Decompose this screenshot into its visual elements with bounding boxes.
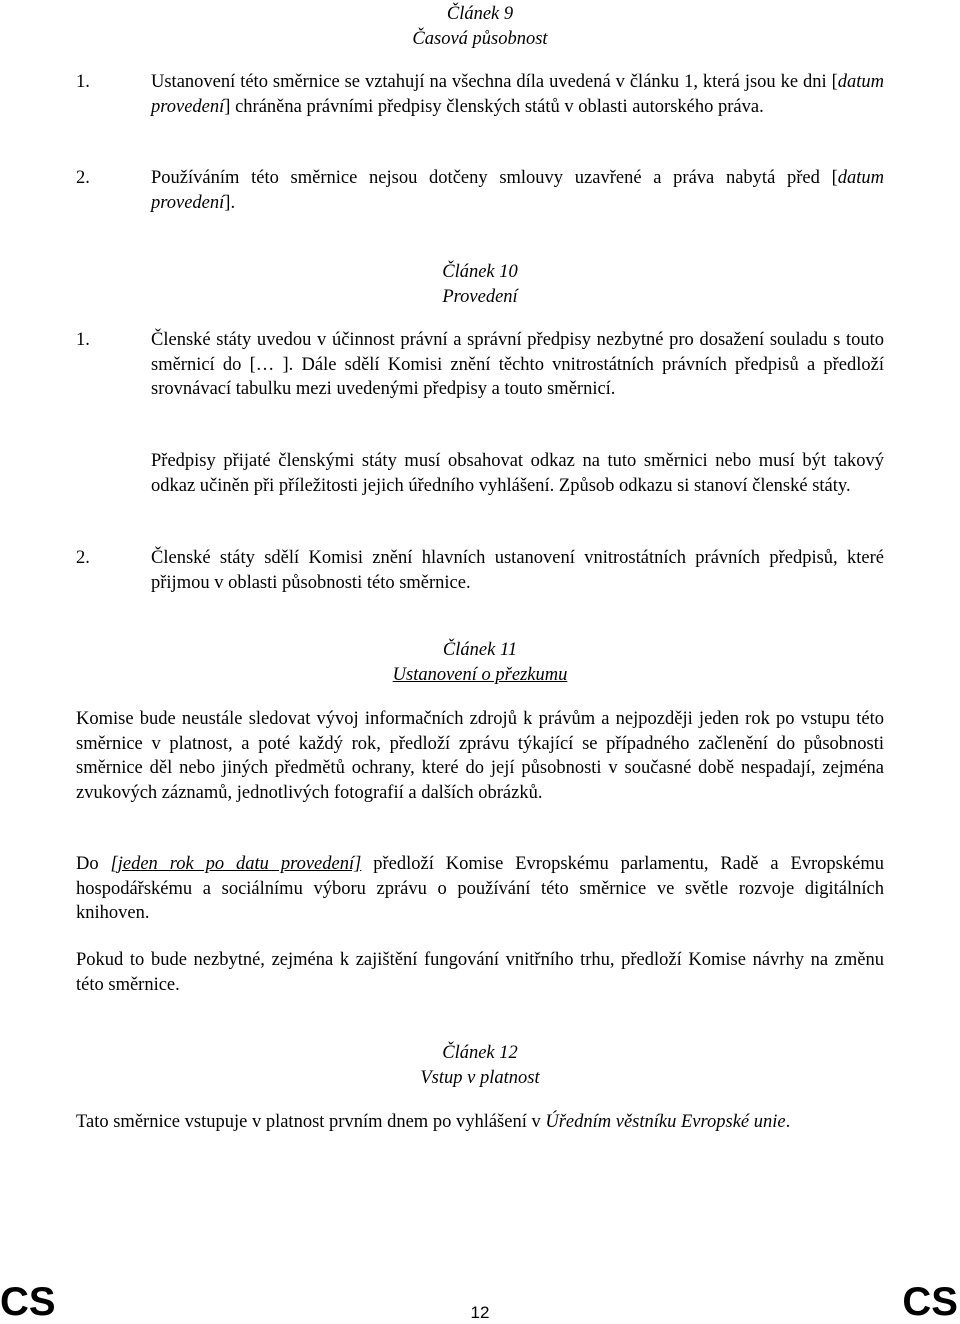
article-11-subtitle: Ustanovení o přezkumu (392, 664, 568, 685)
article-11-paragraph-3: Pokud to bude nezbytné, zejména k zajištění fungování vnitřního trhu, předloží Komise návrhy na změnu této směrnice. (76, 950, 884, 995)
item-text: Členské státy uvedou v účinnost právní a správní předpisy nezbytné pro dosažení souladu s touto směrnicí do [… ]. Dále sdělí Komisi znění těchto vnitrostátních právních předpisů a předloží srovnávací tabulku mezi uvedenými předpisy a touto směrnicí. (151, 330, 884, 399)
article-11-paragraph-1: Komise bude neustále sledovat vývoj informačních zdrojů k právům a nejpozději jeden rok po vstupu této směrnice v platnost, a poté každý rok, předloží zprávu týkající se případného začlenění do působnosti směrnice děl nebo jiných předmětů ochrany, které do její působnosti v současné době nespadají, zejména zvukových záznamů, jednotlivých fotografií a dalších obrázků. (76, 709, 884, 803)
footer-language-left: CS (0, 1280, 56, 1324)
article-9-title: Článek 9 (446, 4, 514, 24)
article-12-subtitle: Vstup v platnost (420, 1067, 540, 1088)
item-number: 1. (76, 330, 90, 350)
article-11-title: Článek 11 (442, 640, 518, 660)
article-12-title: Článek 12 (442, 1043, 518, 1063)
item-number: 2. (76, 548, 90, 568)
page-number: 12 (470, 1303, 490, 1322)
article-10-heading (0, 260, 960, 309)
item-number: 2. (76, 168, 90, 188)
article-10-title: Článek 10 (442, 262, 518, 282)
footer-language-right: CS (902, 1280, 958, 1324)
item-text: Předpisy přijaté členskými státy musí obsahovat odkaz na tuto směrnici nebo musí být takový odkaz učiněn při příležitosti jejich úředního vyhlášení. Způsob odkazu si stanoví členské státy. (151, 451, 884, 496)
item-text: Používáním této směrnice nejsou dotčeny smlouvy uzavřené a práva nabytá před [datum provedení]. (151, 168, 884, 213)
item-number: 1. (76, 72, 90, 92)
item-text: Ustanovení této směrnice se vztahují na všechna díla uvedená v článku 1, která jsou ke dni [datum provedení] chráněna právními předpisy členských států v oblasti autorského práva. (151, 72, 884, 117)
article-12-paragraph: Tato směrnice vstupuje v platnost prvním dnem po vyhlášení v Úředním věstníku Evropské unie. (76, 1112, 791, 1132)
article-9-subtitle: Časová působnost (412, 28, 548, 49)
article-9-heading (0, 2, 960, 51)
article-10-subtitle: Provedení (442, 286, 518, 307)
article-12-heading (0, 1041, 960, 1090)
item-text: Členské státy sdělí Komisi znění hlavních ustanovení vnitrostátních právních předpisů, které přijmou v oblasti působnosti této směrnice. (151, 548, 884, 593)
article-11-paragraph-2: Do [jeden rok po datu provedení] předloží Komise Evropskému parlamentu, Radě a Evropskému hospodářskému a sociálnímu výboru zprávu o používání této směrnice ve světle rozvoje digitálních knihoven. (76, 854, 884, 923)
article-11-heading (0, 638, 960, 687)
